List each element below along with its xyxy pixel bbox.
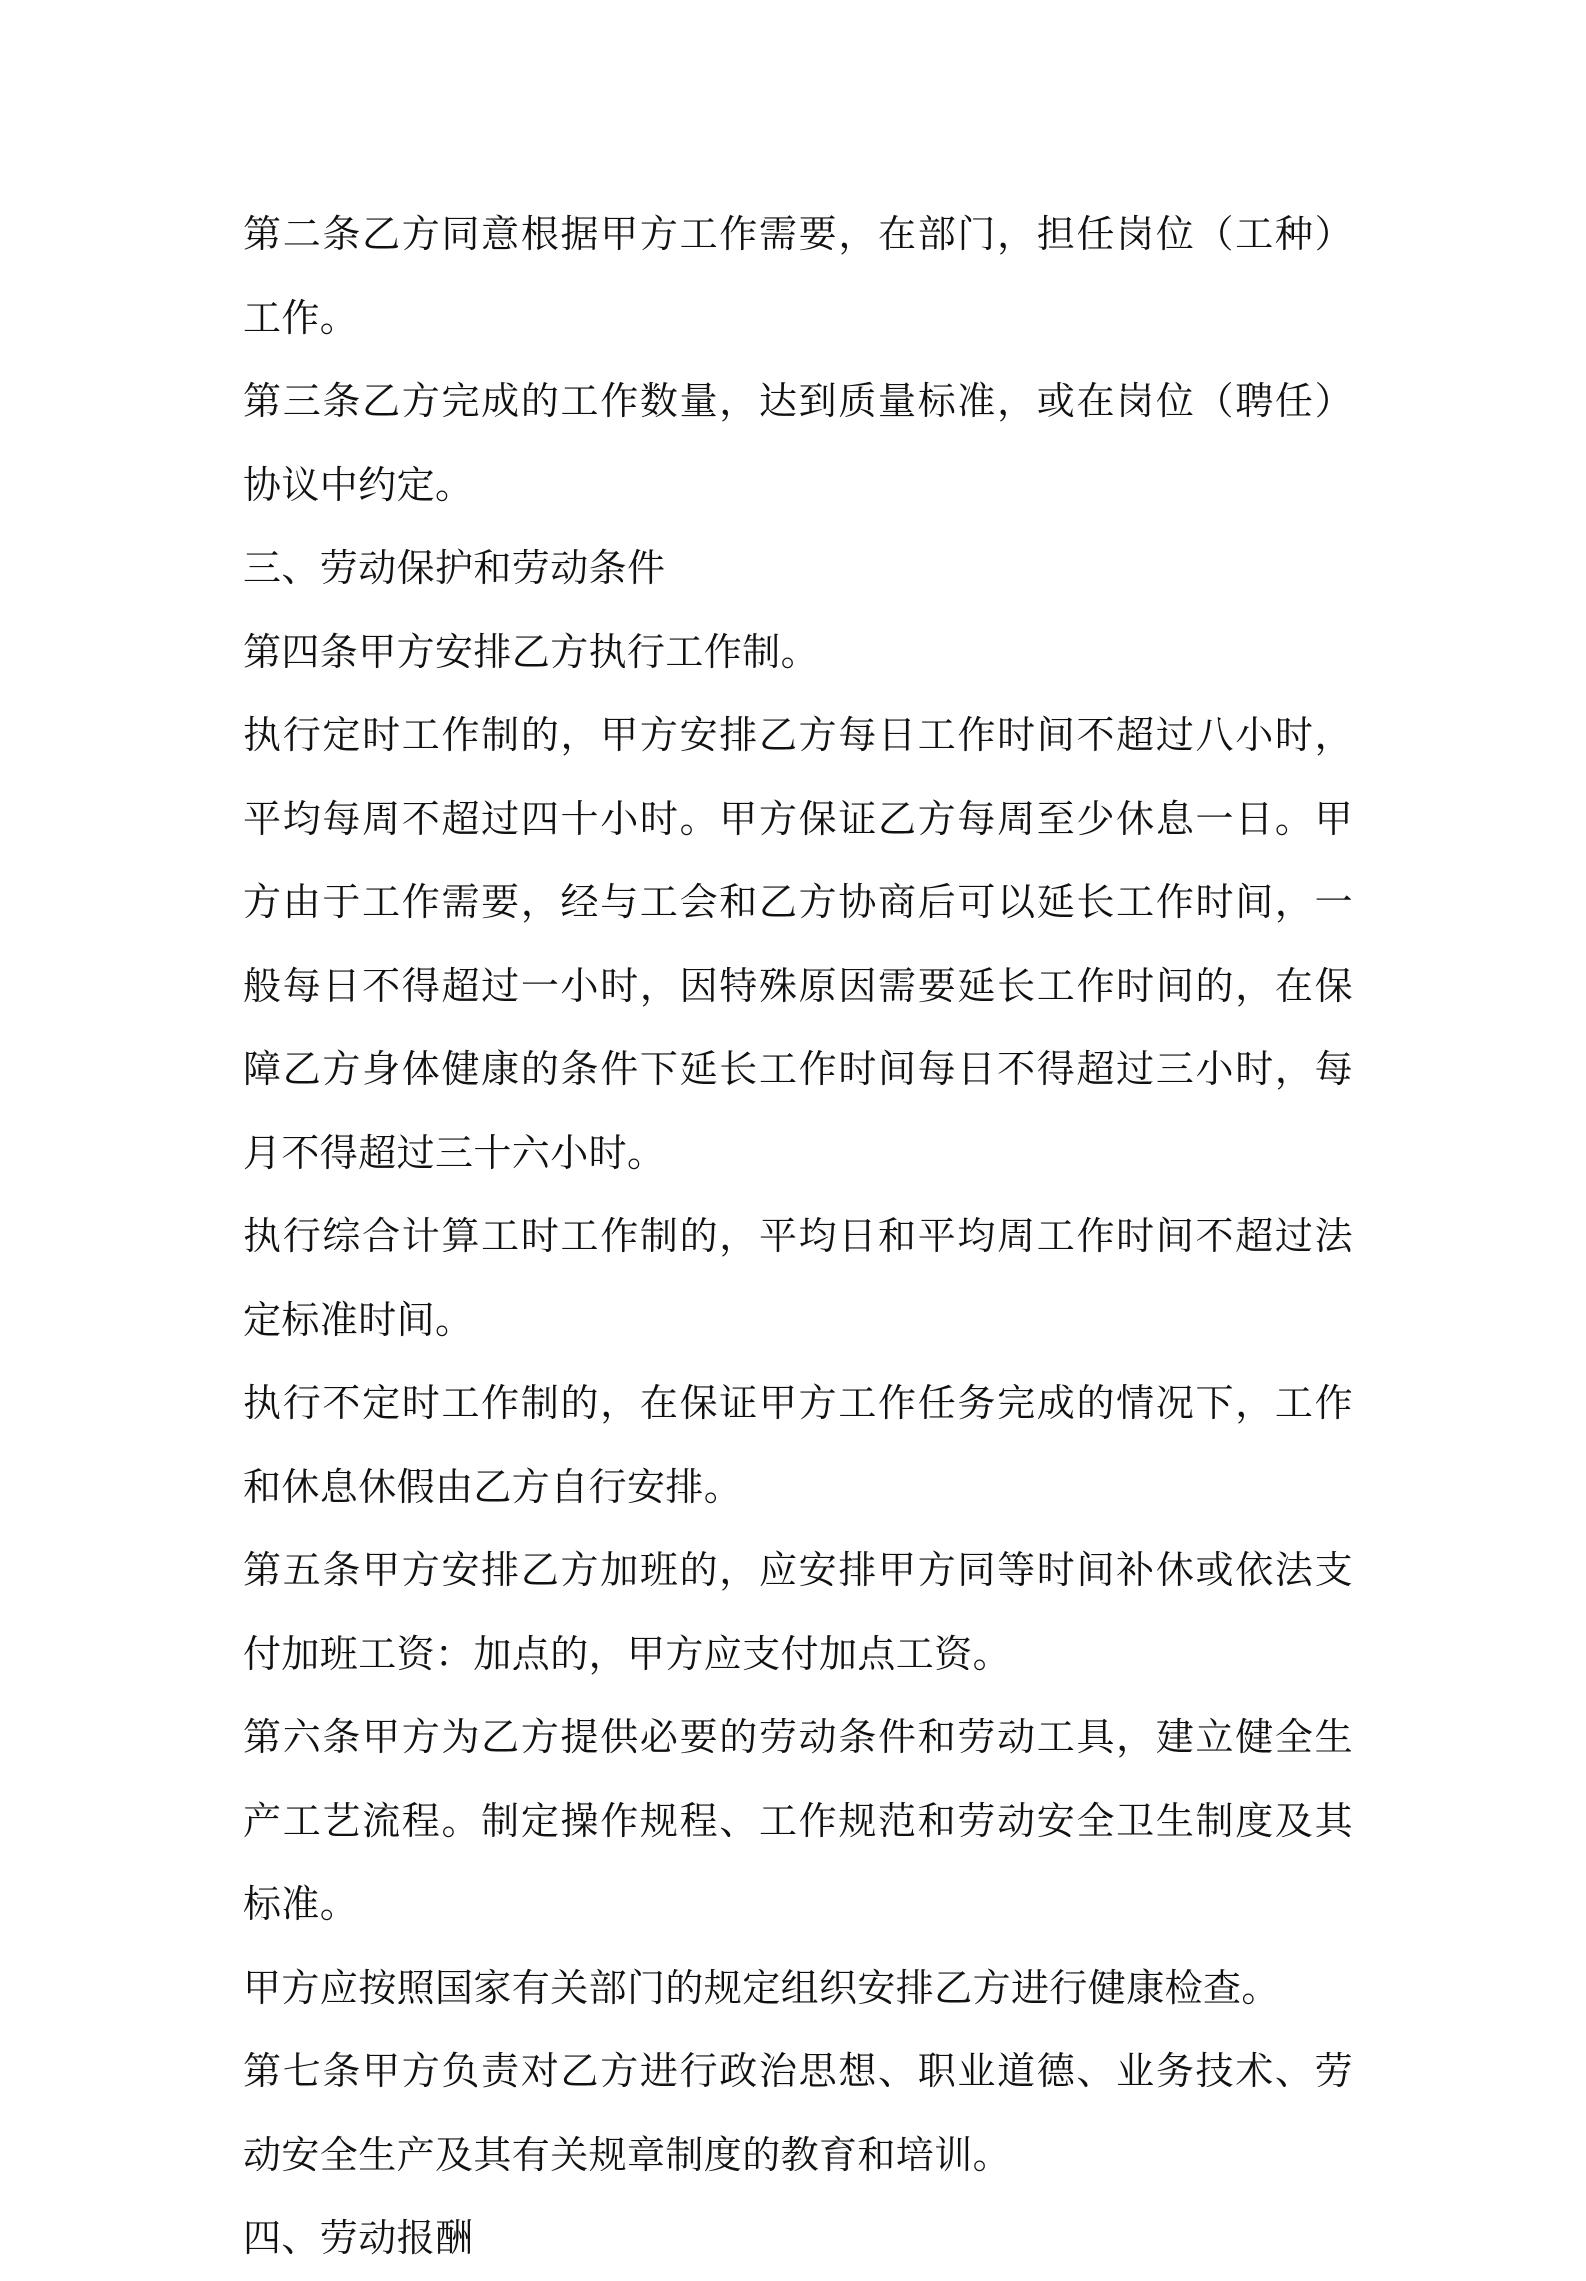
- paragraph-fixed-hours: 执行定时工作制的，甲方安排乙方每日工作时间不超过八小时，平均每周不超过四十小时。甲方保证乙方每周至少休息一日。甲方由于工作需要，经与工会和乙方协商后可以延长工作时间，一般每日不得超过一小时，因特殊原因需要延长工作时间的，在保障乙方身体健康的条件下延长工作时间每日不得超过三小时，每月不得超过三十六小时。: [243, 713, 1353, 1175]
- paragraph-article-2: 第二条乙方同意根据甲方工作需要，在部门，担任岗位（工种）工作。: [243, 212, 1353, 340]
- section-heading-remuneration: 四、劳动报酬: [243, 2216, 474, 2260]
- paragraph-article-5: 第五条甲方安排乙方加班的，应安排甲方同等时间补休或依法支付加班工资：加点的，甲方应支付加点工资。: [243, 1548, 1353, 1676]
- paragraph-flexible-hours: 执行不定时工作制的，在保证甲方工作任务完成的情况下，工作和休息休假由乙方自行安排。: [243, 1381, 1353, 1509]
- paragraph-article-6: 第六条甲方为乙方提供必要的劳动条件和劳动工具，建立健全生产工艺流程。制定操作规程、工作规范和劳动安全卫生制度及其标准。: [243, 1715, 1353, 1926]
- document-body: [243, 193, 1353, 2281]
- paragraph-article-4: 第四条甲方安排乙方执行工作制。: [243, 629, 820, 674]
- paragraph-article-3: 第三条乙方完成的工作数量，达到质量标准，或在岗位（聘任）协议中约定。: [243, 379, 1353, 507]
- paragraph-comprehensive-hours: 执行综合计算工时工作制的，平均日和平均周工作时间不超过法定标准时间。: [243, 1214, 1353, 1342]
- section-heading-labor-protection: 三、劳动保护和劳动条件: [243, 546, 666, 590]
- paragraph-article-7: 第七条甲方负责对乙方进行政治思想、职业道德、业务技术、劳动安全生产及其有关规章制度的教育和培训。: [243, 2049, 1353, 2177]
- paragraph-health-check: 甲方应按照国家有关部门的规定组织安排乙方进行健康检查。: [243, 1965, 1280, 2010]
